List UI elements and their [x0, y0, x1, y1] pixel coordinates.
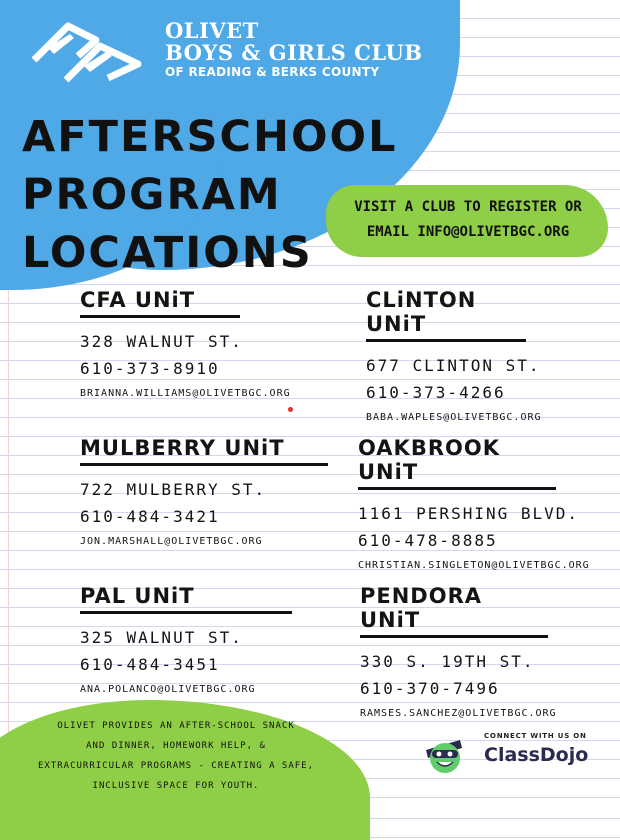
unit-email: JON.MARSHALL@OLIVETBGC.ORG [80, 536, 263, 547]
program-description-line1: OLIVET PROVIDES AN AFTER-SCHOOL SNACK [57, 721, 295, 731]
unit-phone: 610-484-3451 [80, 655, 220, 674]
unit-name: MULBERRY UNiT [80, 436, 328, 466]
unit-address: 1161 PERSHING BLVD. [358, 504, 580, 523]
register-callout-line1: VISIT A CLUB TO REGISTER OR [354, 199, 582, 215]
unit-name: CLiNTON UNiT [366, 288, 526, 342]
red-dot-mark [288, 407, 293, 412]
unit-mulberry [80, 436, 328, 547]
unit-address: 325 WALNUT ST. [80, 628, 243, 647]
unit-pal [80, 584, 292, 695]
program-description-line2: AND DINNER, HOMEWORK HELP, & [86, 741, 266, 751]
unit-name: OAKBROOK UNiT [358, 436, 556, 490]
unit-address: 677 CLINTON ST. [366, 356, 541, 375]
unit-phone: 610-373-4266 [366, 383, 506, 402]
page-title-line2: LOCATIONS [22, 228, 313, 278]
unit-cfa [80, 288, 291, 399]
unit-pendora [360, 584, 557, 719]
unit-oakbrook [358, 436, 590, 571]
program-description-line4: INCLUSIVE SPACE FOR YOUTH. [92, 781, 260, 791]
unit-phone: 610-484-3421 [80, 507, 220, 526]
unit-name: CFA UNiT [80, 288, 240, 318]
program-description [8, 716, 344, 796]
club-name [165, 20, 423, 80]
unit-name: PAL UNiT [80, 584, 292, 614]
unit-phone: 610-373-8910 [80, 359, 220, 378]
unit-address: 330 S. 19TH ST. [360, 652, 535, 671]
unit-email: CHRISTIAN.SINGLETON@OLIVETBGC.ORG [358, 560, 590, 571]
unit-email: BABA.WAPLES@OLIVETBGC.ORG [366, 412, 542, 423]
unit-email: RAMSES.SANCHEZ@OLIVETBGC.ORG [360, 708, 557, 719]
register-callout-line2: EMAIL INFO@OLIVETBGC.ORG [366, 224, 570, 240]
unit-phone: 610-478-8885 [358, 531, 498, 550]
unit-email: BRIANNA.WILLIAMS@OLIVETBGC.ORG [80, 388, 291, 399]
club-name-line3: OF READING & BERKS COUNTY [165, 65, 380, 79]
unit-name: PENDORA UNiT [360, 584, 548, 638]
unit-clinton [366, 288, 542, 423]
unit-email: ANA.POLANCO@OLIVETBGC.ORG [80, 684, 256, 695]
classdojo-badge[interactable] [420, 730, 600, 780]
classdojo-connect-text: CONNECT WITH US ON [484, 732, 587, 740]
register-callout [326, 185, 608, 257]
page-title-line1: AFTERSCHOOL PROGRAM [22, 112, 398, 220]
unit-address: 328 WALNUT ST. [80, 332, 243, 351]
classdojo-name: ClassDojo [484, 744, 589, 766]
unit-address: 722 MULBERRY ST. [80, 480, 267, 499]
club-name-line1: OLIVET [165, 18, 259, 43]
boys-girls-club-logo-icon [26, 18, 146, 88]
program-description-line3: EXTRACURRICULAR PROGRAMS - CREATING A SAFE, [38, 761, 314, 771]
classdojo-mascot-icon [420, 730, 466, 776]
unit-phone: 610-370-7496 [360, 679, 500, 698]
club-name-line2: BOYS & GIRLS CLUB [165, 40, 423, 65]
